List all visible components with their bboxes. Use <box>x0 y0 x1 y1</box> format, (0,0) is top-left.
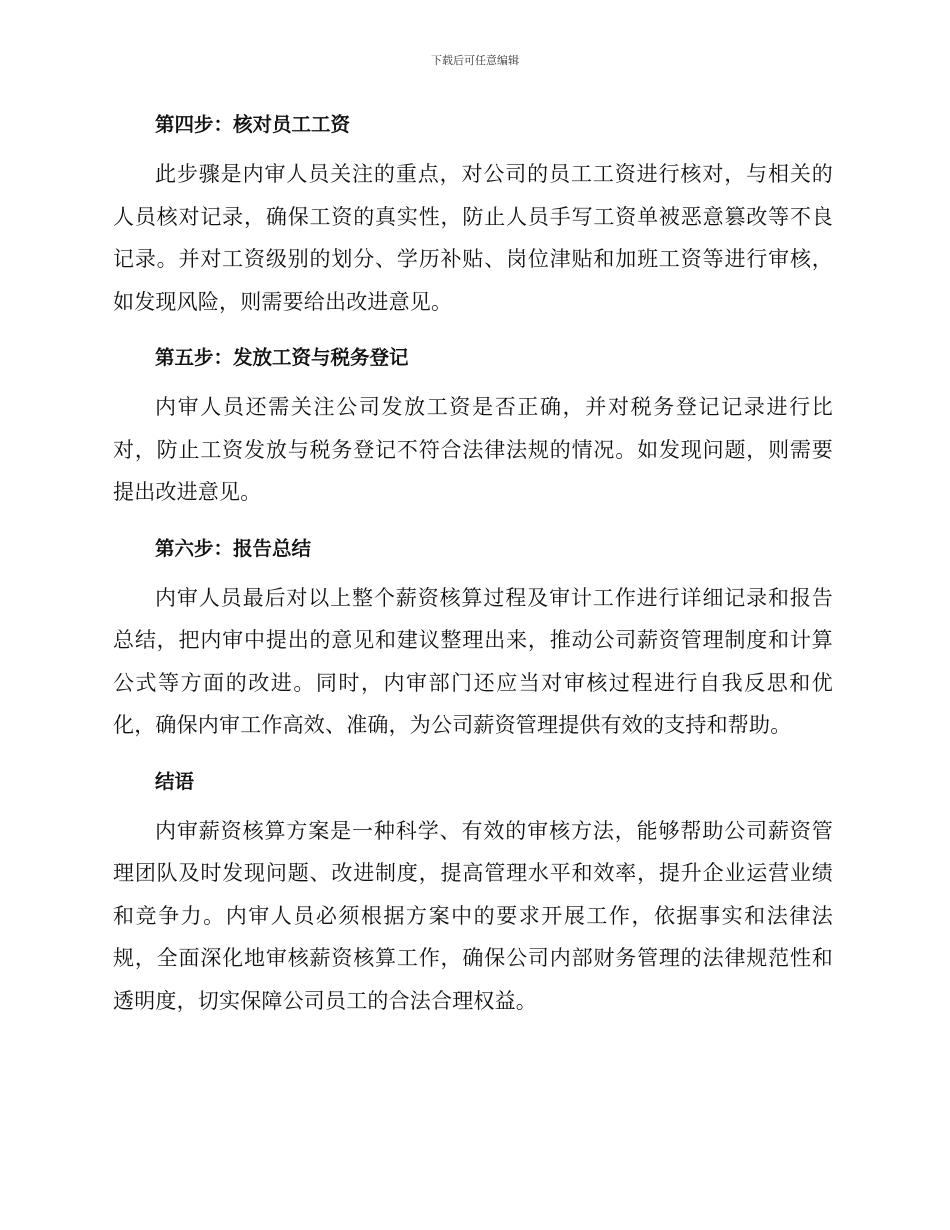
page-header: 下载后可任意编辑 <box>431 54 519 67</box>
section-step-6 <box>113 534 833 747</box>
section-heading: 结语 <box>155 769 195 793</box>
section-step-5 <box>113 343 833 514</box>
document-body <box>113 110 833 1042</box>
section-paragraph: 此步骤是内审人员关注的重点，对公司的员工工资进行核对，与相关的人员核对记录，确保工资的真实性，防止人员手写工资单被恶意篡改等不良记录。并对工资级别的划分、学历补贴、岗位津贴和加班工资等进行审核，如发现风险，则需要给出改进意见。 <box>113 162 833 314</box>
section-paragraph: 内审薪资核算方案是一种科学、有效的审核方法，能够帮助公司薪资管理团队及时发现问题、改进制度，提高管理水平和效率，提升企业运营业绩和竞争力。内审人员必须根据方案中的要求开展工作，依据事实和法律法规，全面深化地审核薪资核算工作，确保公司内部财务管理的法律规范性和透明度，切实保障公司员工的合法合理权益。 <box>113 818 833 1013</box>
section-heading: 第五步：发放工资与税务登记 <box>155 346 409 369</box>
section-heading: 第六步：报告总结 <box>155 536 312 560</box>
section-paragraph: 内审人员最后对以上整个薪资核算过程及审计工作进行详细记录和报告总结，把内审中提出的意见和建议整理出来，推动公司薪资管理制度和计算公式等方面的改进。同时，内审部门还应当对审核过程进行自我反思和优化，确保内审工作高效、准确，为公司薪资管理提供有效的支持和帮助。 <box>113 585 833 737</box>
section-conclusion <box>113 767 833 1023</box>
section-heading: 第四步：核对员工工资 <box>155 113 351 136</box>
section-step-4 <box>113 110 833 323</box>
section-paragraph: 内审人员还需关注公司发放工资是否正确，并对税务登记记录进行比对，防止工资发放与税务登记不符合法律法规的情况。如发现问题，则需要提出改进意见。 <box>113 395 833 504</box>
